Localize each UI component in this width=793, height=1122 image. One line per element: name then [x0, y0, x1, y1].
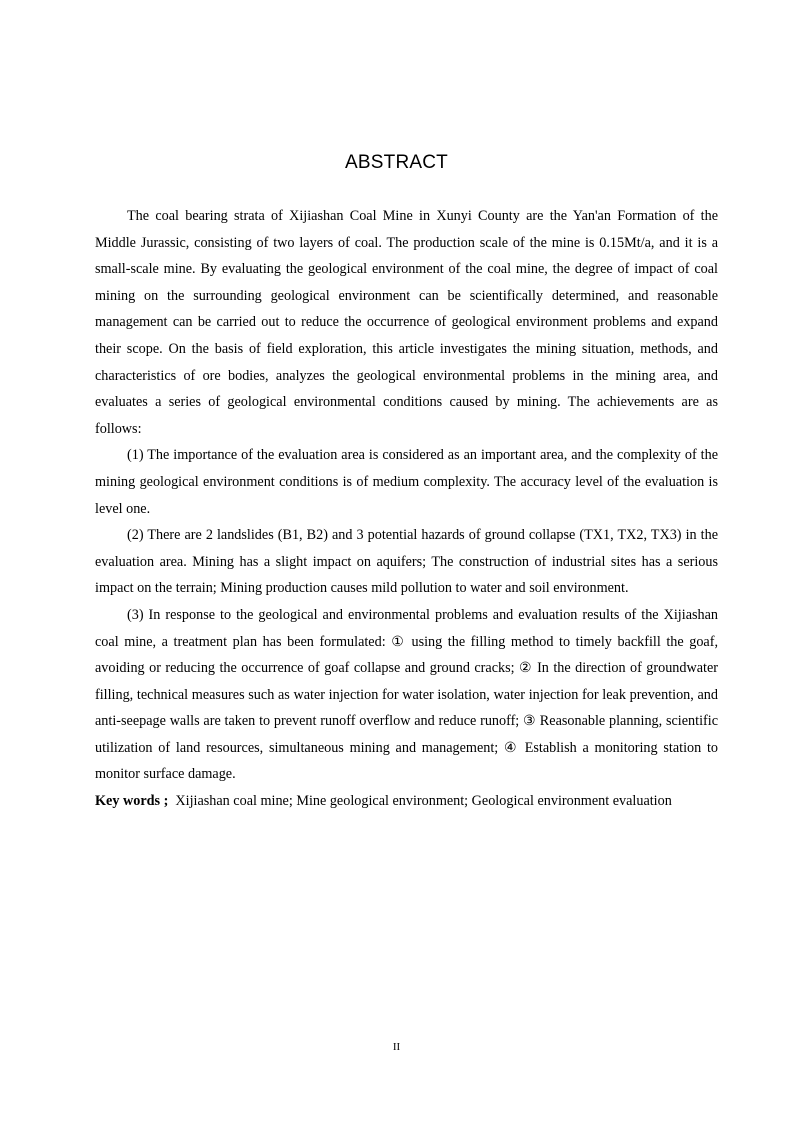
abstract-paragraph: The coal bearing strata of Xijiashan Coal Mine in Xunyi County are the Yan'an Formation of the Middle Jurassic, consisting of two layers of coal. The production scale of the mine is 0.15Mt/a, and it is a small-scale mine. By evaluating the geological environment of the coal mine, the degree of impact of coal mining on the surrounding geological environment can be scientifically determined, and reasonable management can be carried out to reduce the occurrence of geological environment problems and expand their scope. On the basis of field exploration, this article investigates the mining situation, methods, and characteristics of ore bodies, analyzes the geological environmental problems in the mining area, and evaluates a series of geological environmental conditions caused by mining. The achievements are as follows: — [95, 208, 718, 437]
abstract-body — [95, 203, 718, 815]
abstract-title: ABSTRACT — [345, 152, 448, 173]
abstract-paragraph: (1) The importance of the evaluation area is considered as an important area, and the complexity of the mining geological environment conditions is of medium complexity. The accuracy level of the evaluation is level one. — [95, 447, 718, 517]
page-number: II — [392, 1041, 401, 1053]
abstract-paragraph: (2) There are 2 landslides (B1, B2) and 3 potential hazards of ground collapse (TX1, TX2, TX3) in the evaluation area. Mining has a slight impact on aquifers; The construction of industrial sites has a serious impact on the terrain; Mining production causes mild pollution to water and soil environment. — [95, 527, 718, 597]
abstract-paragraph: (3) In response to the geological and environmental problems and evaluation results of the Xijiashan coal mine, a treatment plan has been formulated: ① using the filling method to timely backfill the goaf, avoiding or reducing the occurrence of goaf collapse and ground cracks; ② In the direction of groundwater filling, technical measures such as water injection for water isolation, water injection for leak prevention, and anti-seepage walls are taken to prevent runoff overflow and reduce runoff; ③ Reasonable planning, scientific utilization of land resources, simultaneous mining and management; ④ Establish a monitoring station to monitor surface damage. — [95, 606, 718, 783]
keywords-label: Key words ; — [95, 793, 169, 810]
keywords-line — [95, 788, 718, 815]
keywords-text: Xijiashan coal mine; Mine geological environment; Geological environment evaluation — [175, 793, 672, 810]
